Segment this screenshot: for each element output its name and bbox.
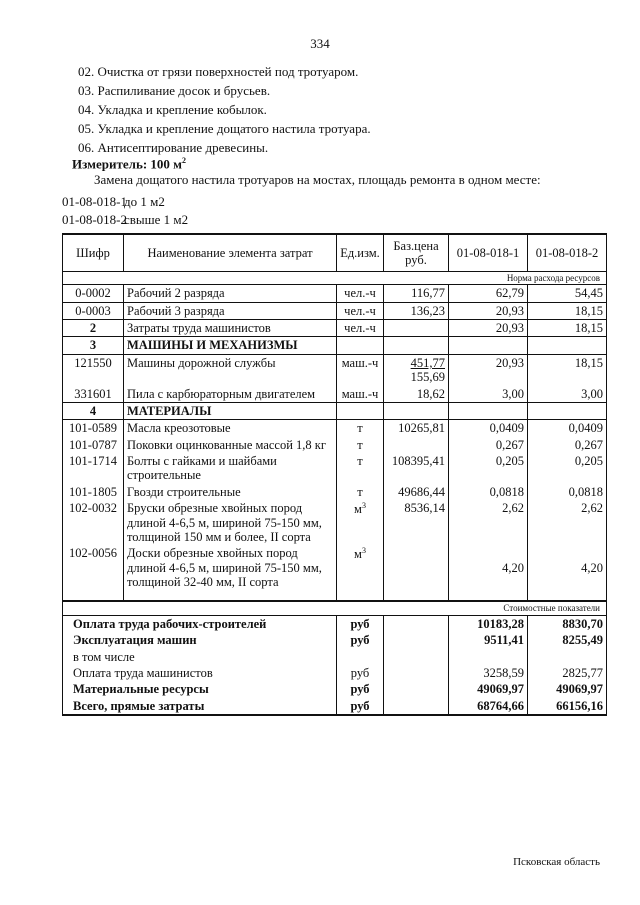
cell-price [384, 320, 449, 337]
summary-row [63, 615, 607, 632]
table-row [63, 484, 607, 500]
cell-value-2: 3,00 [528, 386, 607, 403]
cell-value-1: 62,79 [449, 285, 528, 302]
summary-unit: руб [337, 665, 384, 681]
operation-item: 05. Укладка и крепление дощатого настила тротуара. [78, 121, 371, 136]
header-unit: Ед.изм. [337, 234, 384, 272]
meter-superscript: 2 [182, 156, 187, 165]
cost-caption: Стоимостные показатели [63, 601, 607, 615]
cost-caption-row [63, 601, 607, 615]
cell-shifr: 101-1805 [63, 484, 124, 500]
cell-value-1: 20,93 [449, 320, 528, 337]
summary-value-1: 9511,41 [449, 632, 528, 648]
price-line-2: 155,69 [410, 370, 445, 385]
cell-shifr: 101-1714 [63, 453, 124, 484]
cell-value-1: 0,0818 [449, 484, 528, 500]
cell-value-1: 0,267 [449, 437, 528, 453]
summary-unit: руб [337, 698, 384, 715]
cell-shifr: 2 [63, 320, 124, 337]
cell-value-2: 18,15 [528, 354, 607, 385]
cell-value-2: 2,62 [528, 500, 607, 545]
cell-shifr: 121550 [63, 354, 124, 385]
table-header-row [63, 234, 607, 272]
cell-value-1: 0,0409 [449, 420, 528, 437]
cell-shifr: 0-0003 [63, 302, 124, 319]
cell-value-1: 3,00 [449, 386, 528, 403]
summary-name: Оплата труда машинистов [63, 665, 337, 681]
summary-row [63, 698, 607, 715]
summary-name: Оплата труда рабочих-строителей [63, 615, 337, 632]
cell-unit: $м^3$ [337, 500, 384, 545]
cell-unit: $м^3$ [337, 545, 384, 590]
summary-row [63, 681, 607, 697]
cell-unit: т [337, 453, 384, 484]
summary-value-2: 49069,97 [528, 681, 607, 697]
header-code-2: 01-08-018-2 [528, 234, 607, 272]
cell-name: Затраты труда машинистов [124, 320, 337, 337]
summary-unit: руб [337, 615, 384, 632]
cell-name: Пила с карбюраторным двигателем [124, 386, 337, 403]
summary-name: Материальные ресурсы [63, 681, 337, 697]
cell-value-2: 0,205 [528, 453, 607, 484]
table-row [63, 354, 607, 385]
section-title: МАТЕРИАЛЫ [124, 402, 337, 419]
cell-name: Рабочий 2 разряда [124, 285, 337, 302]
cell-price: 49686,44 [384, 484, 449, 500]
summary-value-1: 10183,28 [449, 615, 528, 632]
operation-item: 06. Антисептирование древесины. [78, 140, 269, 155]
page-number: 334 [310, 36, 330, 51]
cell-price: 136,23 [384, 302, 449, 319]
summary-value-2: 66156,16 [528, 698, 607, 715]
section-row-machines [63, 337, 607, 354]
operation-item: 04. Укладка и крепление кобылок. [78, 102, 267, 117]
cell-name: Болты с гайками и шайбами строительные [124, 453, 337, 484]
table-row [63, 285, 607, 302]
cell-unit: чел.-ч [337, 285, 384, 302]
cell-name: Бруски обрезные хвойных пород длиной 4-6,5 м, шириной 75-150 мм, толщиной 150 мм и более, II сорта [124, 500, 337, 545]
unit-superscript: 3 [361, 501, 366, 511]
cell-shifr: 4 [63, 402, 124, 419]
footer-region: Псковская область [513, 856, 600, 868]
cell-unit: чел.-ч [337, 302, 384, 319]
code: 01-08-018-2 [62, 212, 127, 227]
work-title: Замена дощатого настила тротуаров на мостах, площадь ремонта в одном месте: [94, 172, 541, 187]
price-line-1: 451,77 [410, 355, 445, 370]
cell-value-2: 4,20 [528, 545, 607, 590]
cell-value-2: 18,15 [528, 320, 607, 337]
norm-caption: Норма расхода ресурсов [63, 272, 607, 285]
cell-price [384, 354, 449, 385]
header-price: Баз.цена руб. [384, 234, 449, 272]
cell-name: Доски обрезные хвойных пород длиной 4-6,5 м, шириной 75-150 мм, толщиной 32-40 мм, II сорта [124, 545, 337, 590]
cell-name: Гвозди строительные [124, 484, 337, 500]
table-row [63, 320, 607, 337]
cell-shifr: 331601 [63, 386, 124, 403]
table-row [63, 437, 607, 453]
summary-name: Эксплуатация машин [63, 632, 337, 648]
cell-shifr: 3 [63, 337, 124, 354]
summary-value-2: 8830,70 [528, 615, 607, 632]
code-desc: свыше 1 м2 [124, 212, 189, 227]
cell-value-2: 0,0818 [528, 484, 607, 500]
cell-shifr: 101-0589 [63, 420, 124, 437]
unit-superscript: 3 [361, 546, 366, 556]
operation-item: 03. Распиливание досок и брусьев. [78, 83, 271, 98]
table-row [63, 453, 607, 484]
cell-shifr: 0-0002 [63, 285, 124, 302]
cell-price: 10265,81 [384, 420, 449, 437]
cell-value-2: 0,0409 [528, 420, 607, 437]
code-line-2 [62, 212, 188, 228]
header-code-1: 01-08-018-1 [449, 234, 528, 272]
cell-value-1: 4,20 [449, 545, 528, 590]
cell-shifr: 101-0787 [63, 437, 124, 453]
summary-name: в том числе [63, 649, 337, 665]
cell-unit: т [337, 420, 384, 437]
cell-value-1: 20,93 [449, 302, 528, 319]
summary-unit: руб [337, 632, 384, 648]
cell-unit: т [337, 437, 384, 453]
norm-caption-row [63, 272, 607, 285]
cell-value-2: 54,45 [528, 285, 607, 302]
cell-name: Масла креозотовые [124, 420, 337, 437]
section-row-materials [63, 402, 607, 419]
cell-value-1: 2,62 [449, 500, 528, 545]
code: 01-08-018-1 [62, 194, 127, 209]
table-row [63, 420, 607, 437]
cell-shifr: 102-0032 [63, 500, 124, 545]
cell-unit: т [337, 484, 384, 500]
cell-value-2: 18,15 [528, 302, 607, 319]
summary-row [63, 632, 607, 648]
cell-name: Рабочий 3 разряда [124, 302, 337, 319]
summary-unit: руб [337, 681, 384, 697]
cell-price: 8536,14 [384, 500, 449, 545]
cell-unit: маш.-ч [337, 354, 384, 385]
cell-value-1: 20,93 [449, 354, 528, 385]
table-row [63, 545, 607, 590]
cell-shifr: 102-0056 [63, 545, 124, 590]
operation-item: 02. Очистка от грязи поверхностей под тротуаром. [78, 64, 359, 79]
header-shifr: Шифр [63, 234, 124, 272]
cell-price [384, 545, 449, 590]
cell-unit: чел.-ч [337, 320, 384, 337]
summary-value-1: 68764,66 [449, 698, 528, 715]
cell-price: 116,77 [384, 285, 449, 302]
summary-value-2: 8255,49 [528, 632, 607, 648]
summary-name: Всего, прямые затраты [63, 698, 337, 715]
summary-row [63, 649, 607, 665]
header-name: Наименование элемента затрат [124, 234, 337, 272]
meter-label: Измеритель: 100 $м^2$ [72, 156, 187, 172]
table-row [63, 386, 607, 403]
cell-value-1: 0,205 [449, 453, 528, 484]
cell-value-2: 0,267 [528, 437, 607, 453]
cell-unit: маш.-ч [337, 386, 384, 403]
summary-value-1: 49069,97 [449, 681, 528, 697]
cell-price [384, 437, 449, 453]
summary-row [63, 665, 607, 681]
cell-price: 18,62 [384, 386, 449, 403]
cell-name: Поковки оцинкованные массой 1,8 кг [124, 437, 337, 453]
code-desc: до 1 м2 [124, 194, 165, 209]
estimate-table [62, 233, 607, 716]
cell-name: Машины дорожной службы [124, 354, 337, 385]
operations-list [78, 62, 371, 157]
summary-value-2: 2825,77 [528, 665, 607, 681]
table-row [63, 500, 607, 545]
table-row [63, 302, 607, 319]
summary-value-1: 3258,59 [449, 665, 528, 681]
code-line-1 [62, 194, 165, 210]
cell-price: 108395,41 [384, 453, 449, 484]
section-title: МАШИНЫ И МЕХАНИЗМЫ [124, 337, 337, 354]
spacer-row [63, 590, 607, 601]
